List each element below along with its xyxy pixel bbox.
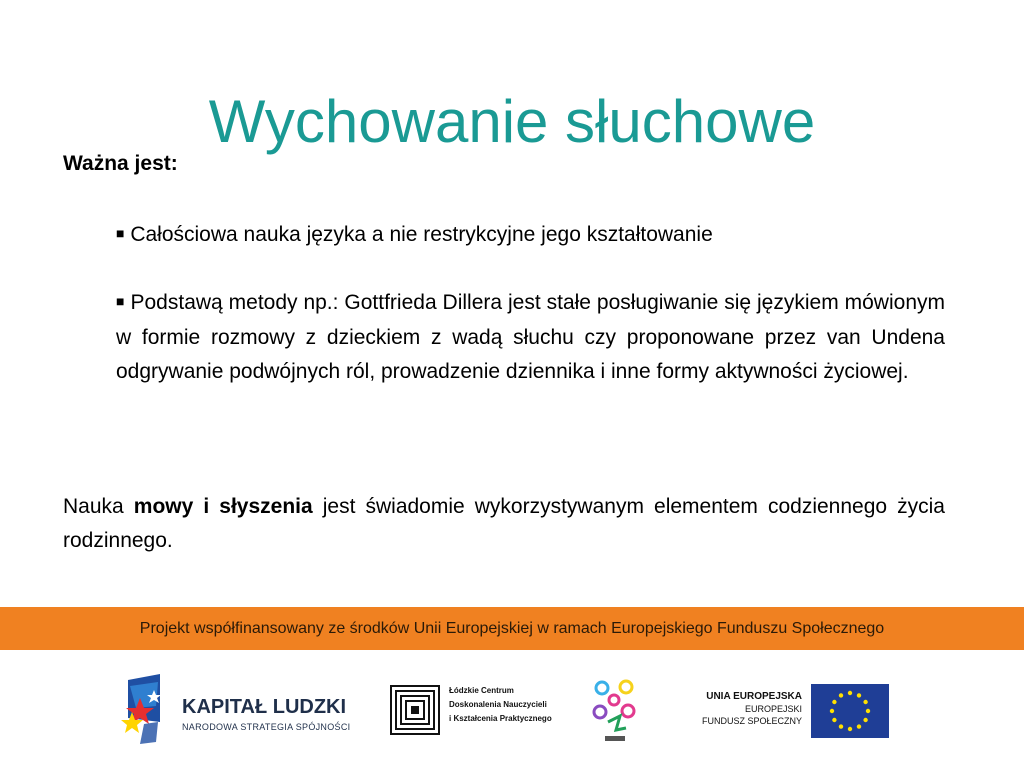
banner-text: Projekt współfinansowany ze środków Unii Europejskiej w ramach Europejskiego Funduszu Społecznego: [139, 620, 885, 637]
logo-strip: [0, 650, 1024, 768]
lcdn-line: i Kształcenia Praktycznego: [449, 714, 552, 723]
slide-title: Wychowanie słuchowe: [208, 88, 816, 156]
lcdn-line: Doskonalenia Nauczycieli: [449, 700, 547, 709]
kapital-ludzki-title: KAPITAŁ LUDZKI: [182, 696, 347, 718]
lcdn-square-icon: [390, 685, 440, 735]
bullet-text: Całościowa nauka języka a nie restrykcyjne jego kształtowanie: [130, 223, 713, 246]
kapital-ludzki-subtitle: NARODOWA STRATEGIA SPÓJNOŚCI: [182, 722, 351, 732]
bullet-square-icon: ■: [116, 225, 125, 241]
lcdn-line: Łódzkie Centrum: [449, 686, 514, 695]
eu-funding-banner: [0, 607, 1024, 650]
bullet-item: [116, 286, 945, 389]
lcdn-name: [449, 684, 559, 726]
colorful-circles-icon: [590, 678, 640, 746]
bullet-item: [116, 218, 945, 253]
paragraph-text-start: Nauka: [63, 495, 134, 518]
paragraph-text-end: jest świadomie wykorzystywanym elementem codziennego życia rodzinnego.: [63, 495, 945, 552]
bullet-text: Podstawą metody np.: Gottfrieda Dillera jest stałe posługiwanie się językiem mówionym w formie rozmowy z dzieckiem z wadą słuchu czy proponowane przez van Undena odgrywanie podwójnych ról, prowadzenie dziennika i inne formy aktywności życiowej.: [116, 291, 945, 383]
bullet-square-icon: ■: [116, 293, 125, 309]
intro-label: Ważna jest:: [63, 152, 178, 175]
summary-paragraph: [63, 490, 945, 558]
kapital-ludzki-icon: [114, 672, 174, 750]
paragraph-bold-text: mowy i słyszenia: [133, 495, 313, 518]
eu-line-fund: FUNDUSZ SPOŁECZNY: [701, 716, 802, 726]
eu-fund-name: [660, 691, 802, 727]
eu-line-european: EUROPEJSKI: [744, 704, 802, 714]
eu-flag-icon: [811, 684, 889, 738]
eu-line-union: UNIA EUROPEJSKA: [706, 691, 802, 702]
